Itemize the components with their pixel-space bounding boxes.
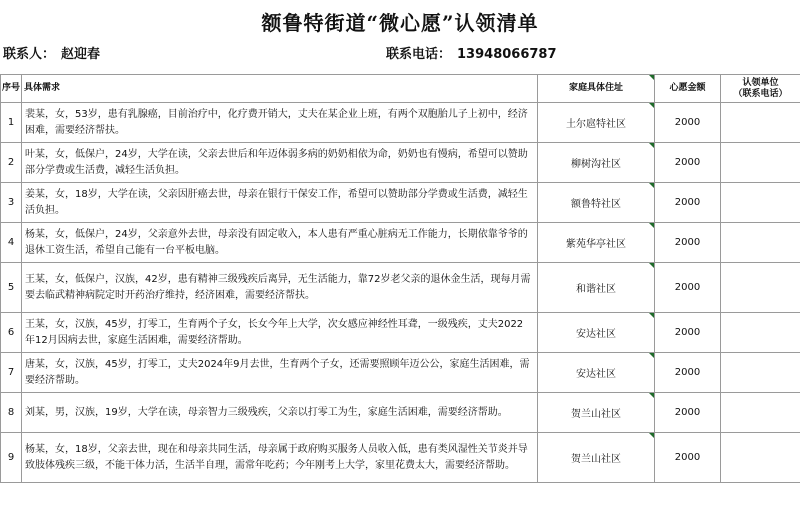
row-amount: 2000 [655,313,721,353]
header-claim-line2: （联系电话） [733,88,788,99]
row-claim-unit [721,393,800,433]
row-description: 王某，女，低保户，汉族，42岁，患有精神三级残疾后离异，无生活能力，靠72岁老父亲的退休金生活，现每月需要去临武精神病院定时开药治疗维持，经济困难，需要经济帮扶。 [22,263,538,313]
header-claim [721,75,800,103]
row-amount: 2000 [655,143,721,183]
row-community: 贺兰山社区 [538,393,655,433]
header-amount: 心愿金额 [655,75,721,103]
row-community: 安达社区 [538,353,655,393]
row-community: 安达社区 [538,313,655,353]
row-number: 8 [1,393,22,433]
contact-phone-label: 联系电话： [386,47,452,62]
header-no: 序号 [1,75,22,103]
table-row [1,183,800,223]
header-need: 具体需求 [22,75,538,103]
table-row [1,143,800,183]
row-amount: 2000 [655,263,721,313]
row-amount: 2000 [655,103,721,143]
row-community: 额鲁特社区 [538,183,655,223]
row-description: 王某，女，汉族，45岁，打零工，生育两个子女，长女今年上大学，次女感应神经性耳聋，一级残疾，丈夫2022年12月因病去世，家庭生活困难，需要经济帮助。 [22,313,538,353]
row-claim-unit [721,143,800,183]
row-number: 5 [1,263,22,313]
row-amount: 2000 [655,433,721,483]
header-claim-line1: 认领单位 [742,77,779,88]
row-claim-unit [721,313,800,353]
row-community: 土尔扈特社区 [538,103,655,143]
row-description: 唐某，女，汉族，45岁，打零工，丈夫2024年9月去世，生育两个子女，还需要照顾年迈公公，家庭生活困难，需要经济帮助。 [22,353,538,393]
row-community: 紫苑华亭社区 [538,223,655,263]
row-number: 7 [1,353,22,393]
contact-person [3,44,100,66]
row-description: 叶某，女，低保户，24岁，大学在读，父亲去世后和年迈体弱多病的奶奶相依为命，奶奶也有慢病，希望可以赞助部分学费或生活费，减轻生活负担。 [22,143,538,183]
row-claim-unit [721,433,800,483]
row-number: 6 [1,313,22,353]
row-claim-unit [721,263,800,313]
row-number: 1 [1,103,22,143]
page-title: 额鲁特街道“微心愿”认领清单 [261,10,539,35]
table-row [1,353,800,393]
row-claim-unit [721,223,800,263]
header-address: 家庭具体住址 [538,75,655,103]
table-header-row [1,75,800,103]
table-row [1,433,800,483]
row-claim-unit [721,103,800,143]
contact-phone [386,44,557,66]
table-row [1,393,800,433]
row-claim-unit [721,183,800,223]
row-number: 4 [1,223,22,263]
row-number: 9 [1,433,22,483]
row-claim-unit [721,353,800,393]
row-description: 杨某，女，低保户，24岁，父亲意外去世，母亲没有固定收入，本人患有严重心脏病无工作能力，长期依靠爷爷的退休工资生活，希望自己能有一台平板电脑。 [22,223,538,263]
row-amount: 2000 [655,393,721,433]
contact-phone-number: 13948066787 [457,47,557,62]
row-community: 贺兰山社区 [538,433,655,483]
row-description: 姜某，女，18岁，大学在读，父亲因肝癌去世，母亲在银行干保安工作，希望可以赞助部分学费或生活费，减轻生活负担。 [22,183,538,223]
row-number: 3 [1,183,22,223]
row-number: 2 [1,143,22,183]
table-row [1,313,800,353]
table-row [1,223,800,263]
row-amount: 2000 [655,353,721,393]
row-community: 柳树沟社区 [538,143,655,183]
row-amount: 2000 [655,223,721,263]
contact-person-label: 联系人： [3,47,56,62]
contact-person-name: 赵迎春 [61,47,101,62]
table-row [1,263,800,313]
row-description: 裴某，女，53岁，患有乳腺癌，目前治疗中，化疗费开销大，丈夫在某企业上班，有两个双胞胎儿子上初中，经济困难，需要经济帮扶。 [22,103,538,143]
wish-table [0,74,800,483]
row-amount: 2000 [655,183,721,223]
row-description: 杨某，女，18岁，父亲去世，现在和母亲共同生活，母亲属于政府购买服务人员收入低，患有类风湿性关节炎并导致肢体残疾三级，不能干体力活，生活半自理，需常年吃药；今年刚考上大学，家里花费太大，需要经济帮助。 [22,433,538,483]
row-community: 和谐社区 [538,263,655,313]
row-description: 刘某，男，汉族，19岁，大学在读，母亲智力三级残疾，父亲以打零工为生，家庭生活困难，需要经济帮助。 [22,393,538,433]
table-row [1,103,800,143]
